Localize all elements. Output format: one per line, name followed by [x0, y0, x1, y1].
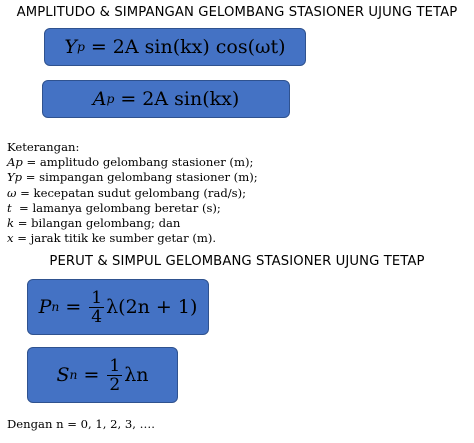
amplitude-heading: AMPLITUDO & SIMPANGAN GELOMBANG STASIONER UJUNG TETAP	[16, 5, 458, 20]
formula-pn-lhs: P	[38, 296, 52, 318]
footer-note: Dengan n = 0, 1, 2, 3, ….	[7, 417, 155, 431]
displacement-formula-box: Y p = 2A sin(kx) cos(ωt)	[44, 28, 306, 66]
fraction-denominator: 4	[91, 306, 103, 327]
node-formula-box: S n = $\frac{1}{2}$ λn	[27, 347, 178, 403]
legend-symbol: x	[7, 231, 14, 246]
antinode-formula-box: P n = $\frac{1}{4}$ λ(2n + 1)	[27, 279, 209, 335]
legend-text: = simpangan gelombang stasioner (m);	[22, 170, 258, 185]
legend	[7, 140, 258, 246]
nodes-heading: PERUT & SIMPUL GELOMBANG STASIONER UJUNG TETAP	[49, 254, 425, 269]
legend-item	[7, 201, 258, 216]
equals-sign: =	[65, 296, 82, 318]
legend-symbol: Yp	[7, 170, 23, 185]
legend-title: Keterangan:	[7, 140, 80, 154]
fraction	[89, 289, 104, 326]
legend-symbol: Ap	[7, 155, 23, 170]
legend-text: = amplitudo gelombang stasioner (m);	[22, 155, 254, 170]
fraction	[107, 357, 122, 394]
legend-item	[7, 231, 258, 246]
equals-sign: =	[83, 364, 100, 386]
fraction-numerator: 1	[109, 355, 121, 376]
formula-ap-rhs: 2A sin(kx)	[142, 88, 240, 110]
formula-ap-lhs: A	[92, 88, 107, 110]
formula-sn-lhs: S	[56, 364, 70, 386]
legend-symbol: k	[7, 216, 15, 231]
legend-item	[7, 186, 258, 201]
legend-symbol: t	[7, 200, 12, 215]
formula-sn-rhs: λn	[124, 364, 149, 386]
legend-item	[7, 170, 258, 185]
equals-sign: =	[120, 88, 137, 110]
formula-yp-rhs: 2A sin(kx) cos(ωt)	[112, 36, 286, 58]
legend-text: = kecepatan sudut gelombang (rad/s);	[16, 185, 247, 200]
legend-text: = lamanya gelombang beretar (s);	[11, 200, 221, 215]
amplitude-formula-box: A p = 2A sin(kx)	[42, 80, 290, 118]
legend-text: = bilangan gelombang; dan	[14, 216, 181, 231]
legend-text: = jarak titik ke sumber getar (m).	[13, 231, 217, 246]
legend-symbol: ω	[7, 185, 17, 200]
legend-item	[7, 216, 258, 231]
fraction-denominator: 2	[109, 374, 121, 395]
formula-pn-rhs: λ(2n + 1)	[106, 296, 198, 318]
legend-item	[7, 155, 258, 170]
equals-sign: =	[90, 36, 107, 58]
fraction-numerator: 1	[91, 287, 103, 308]
formula-yp-lhs: Y	[64, 36, 77, 58]
